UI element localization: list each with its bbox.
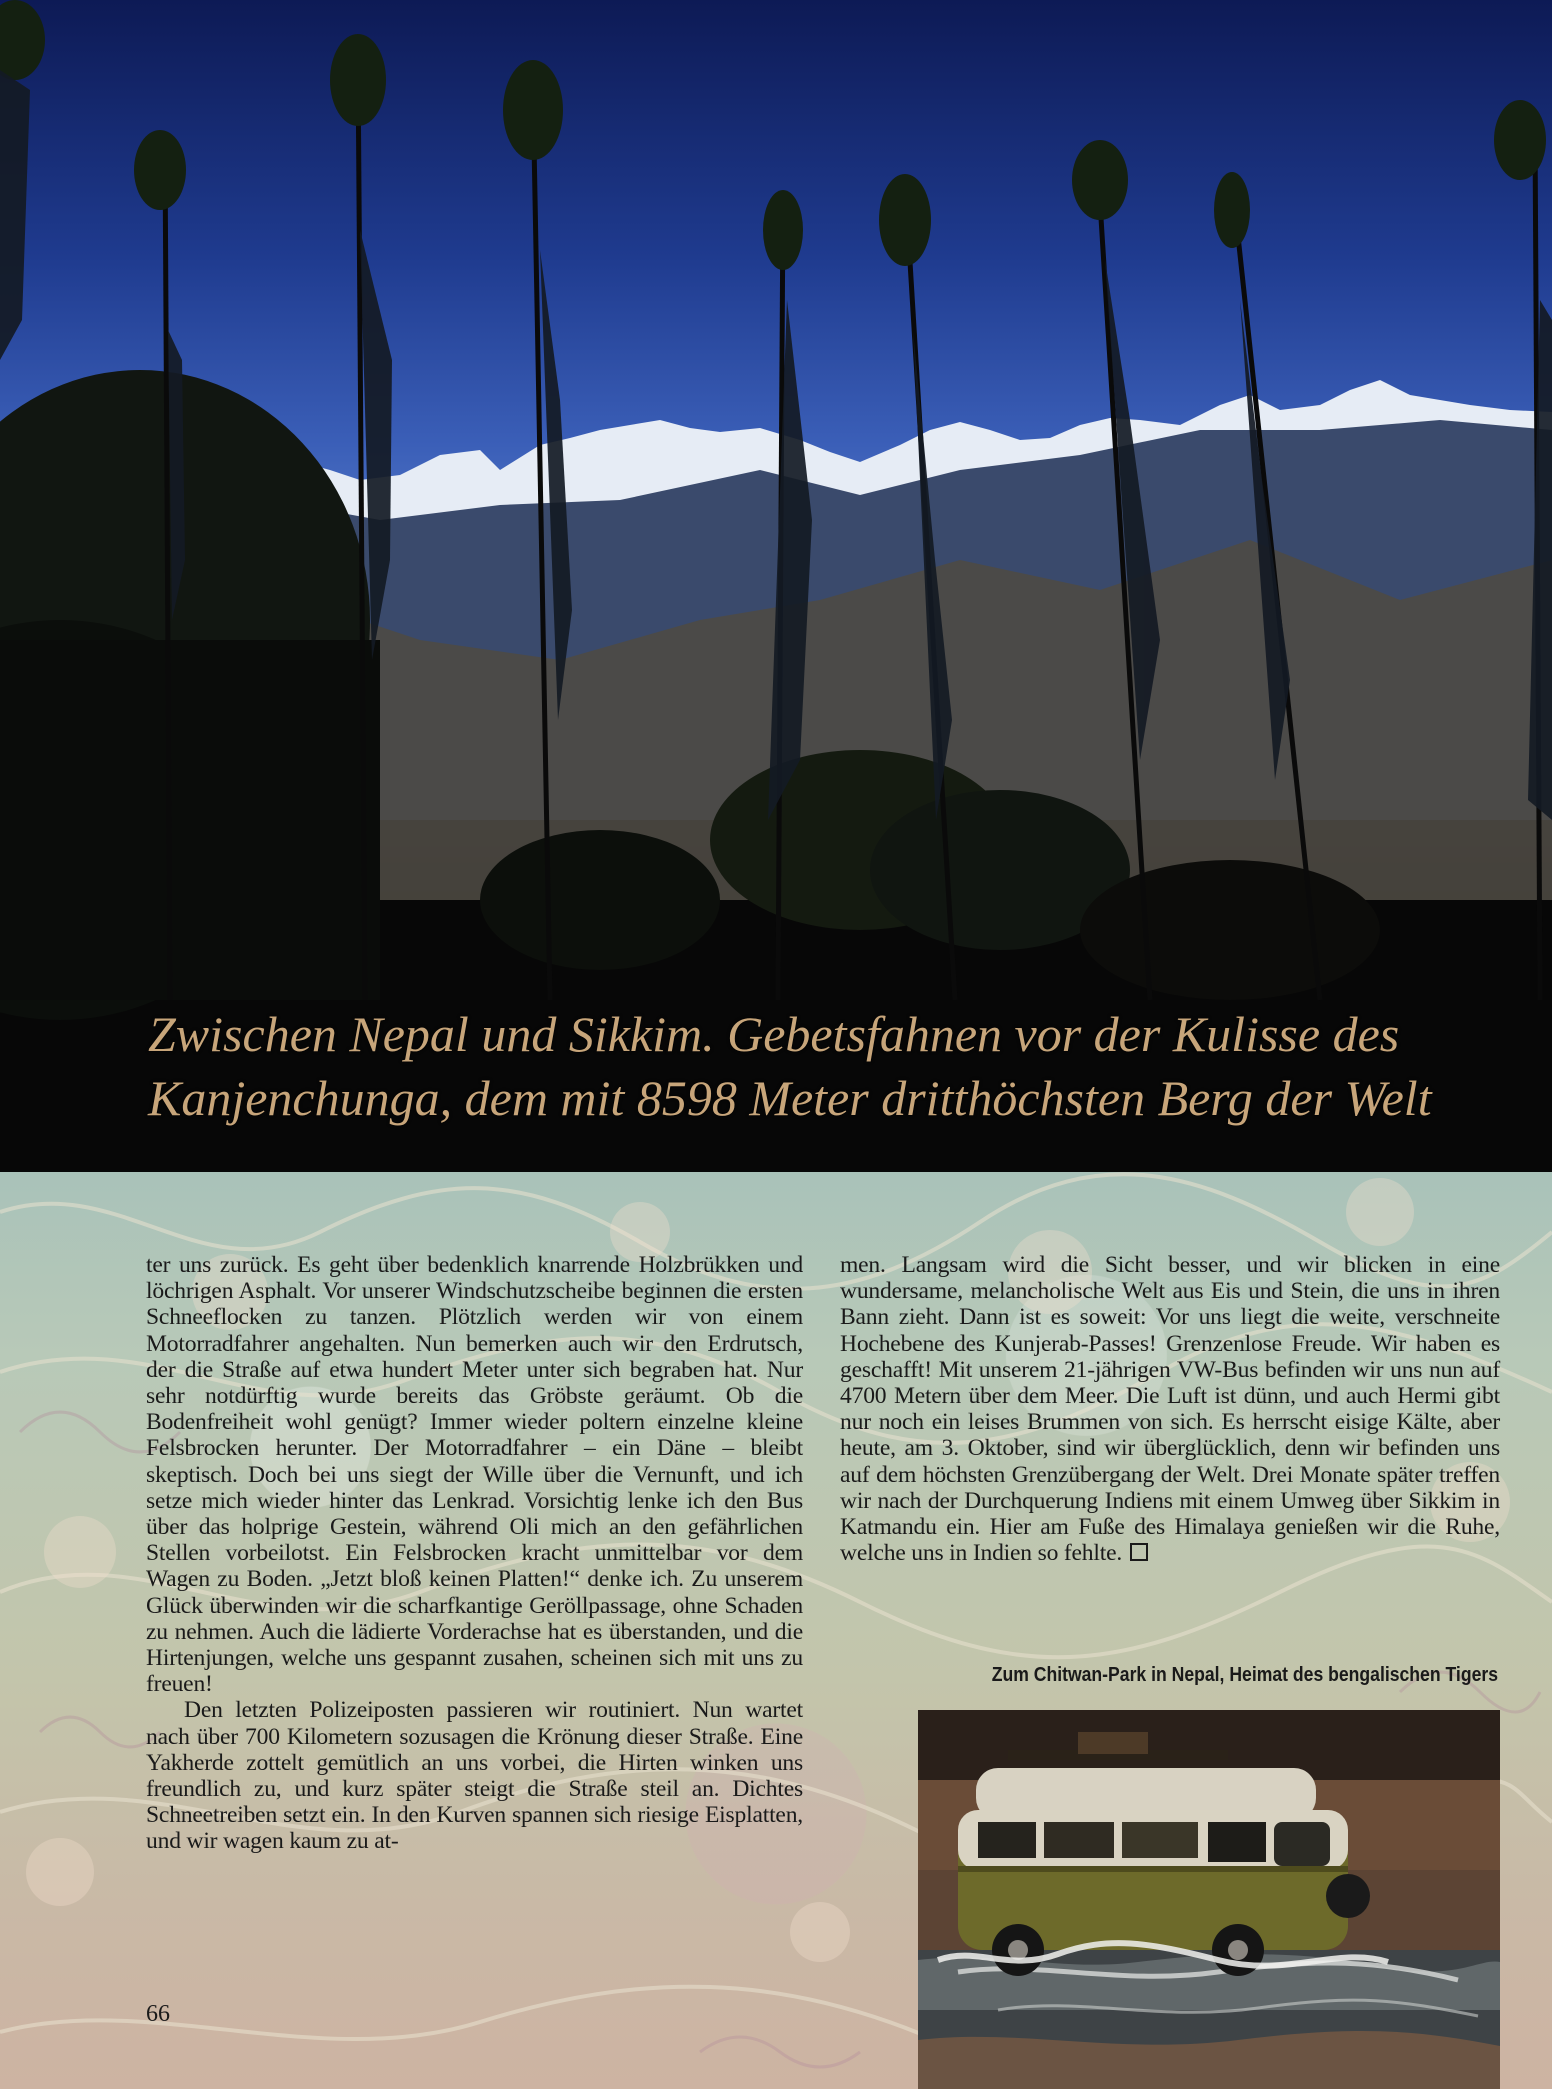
pole-foliage [0, 0, 1546, 270]
photo-caption [148, 1002, 1528, 1130]
article-paragraph: ter uns zurück. Es geht über bedenklich knarrende Holzbrükken und löchrigen Asphalt. Vor unserer Windschutzscheibe beginnen die ersten Schneeflocken zu tanzen. Plötzlich werden wir von einem Motorradfahrer angehalten. Nun bemerken auch wir den Erdrutsch, der die Straße auf etwa hundert Meter unter sich begraben hat. Nur sehr notdürftig wurde bereits das Gröbste geräumt. Ob die Bodenfreiheit wohl genügt? Immer wieder poltern einzelne kleine Felsbrocken herunter. Der Motorradfahrer – ein Däne – bleibt skeptisch. Doch bei uns siegt der Wille über die Vernunft, und ich setze mich wieder hinter das Lenkrad. Vorsichtig lenke ich den Bus über das holprige Gestein, während Oli mich an den gefährlichen Stellen vorbeilotst. Ein Felsbrocken kracht unmittelbar vor dem Wagen zu Boden. „Jetzt bloß keinen Platten!“ denke ich. Zu unserem Glück überwinden wir die scharfkantige Geröllpassage, ohne Schaden zu nehmen. Auch die lädierte Vorderachse hat es überstanden, und die Hirtenjungen, welche uns gespannt zusahen, scheinen sich mit uns zu freuen! [146, 1252, 803, 1698]
photo-caption-line1: Zwischen Nepal und Sikkim. Gebetsfahnen vor der Kulisse des [148, 1006, 1400, 1062]
article-column-left [146, 1252, 803, 1855]
photo-caption-line2: Kanjenchunga, dem mit 8598 Meter dritthöchsten Berg der Welt [148, 1070, 1432, 1126]
end-of-article-square-icon [1130, 1543, 1148, 1561]
article-page [0, 1172, 1552, 2089]
article-paragraph: men. Langsam wird die Sicht besser, und wir blicken in eine wundersame, melancholische Welt aus Eis und Stein, die uns in ihren Bann zieht. Dann ist es soweit: Vor uns liegt die weite, verschneite Hochebene des Kunjerab-Passes! Grenzenlose Freude. Wir haben es geschafft! Mit unserem 21-jährigen VW-Bus befinden wir uns nun auf 4700 Metern über dem Meer. Die Luft ist dünn, und auch Hermi gibt nur noch ein leises Brummen von sich. Es herrscht eisige Kälte, aber heute, am 3. Oktober, sind wir überglücklich, denn wir befinden uns auf dem höchsten Grenzübergang der Welt. Drei Monate später treffen wir nach der Durchquerung Indiens mit einem Umweg über Sikkim in Katmandu ein. Hier am Fuße des Himalaya genießen wir die Ruhe, welche uns in Indien so fehlte. [840, 1252, 1500, 1567]
article-paragraph: Den letzten Polizeiposten passieren wir routiniert. Nun wartet nach über 700 Kilometern sozusagen die Krönung dieser Straße. Eine Yakherde zottelt gemütlich an uns vorbei, die Hirten winken uns freundlich zu, und kurz später steigt die Straße steil an. Dichtes Schneetreiben setzt ein. In den Kurven spannen sich riesige Eisplatten, und wir wagen kaum zu at- [146, 1697, 803, 1855]
article-column-right [840, 1252, 1500, 1566]
inset-photo-caption: Zum Chitwan-Park in Nepal, Heimat des bengalischen Tigers [991, 1664, 1498, 1686]
inset-photo-vw-bus [918, 1710, 1500, 2089]
vw-bus-illustration [918, 1710, 1500, 2089]
page-number: 66 [146, 2001, 170, 2027]
